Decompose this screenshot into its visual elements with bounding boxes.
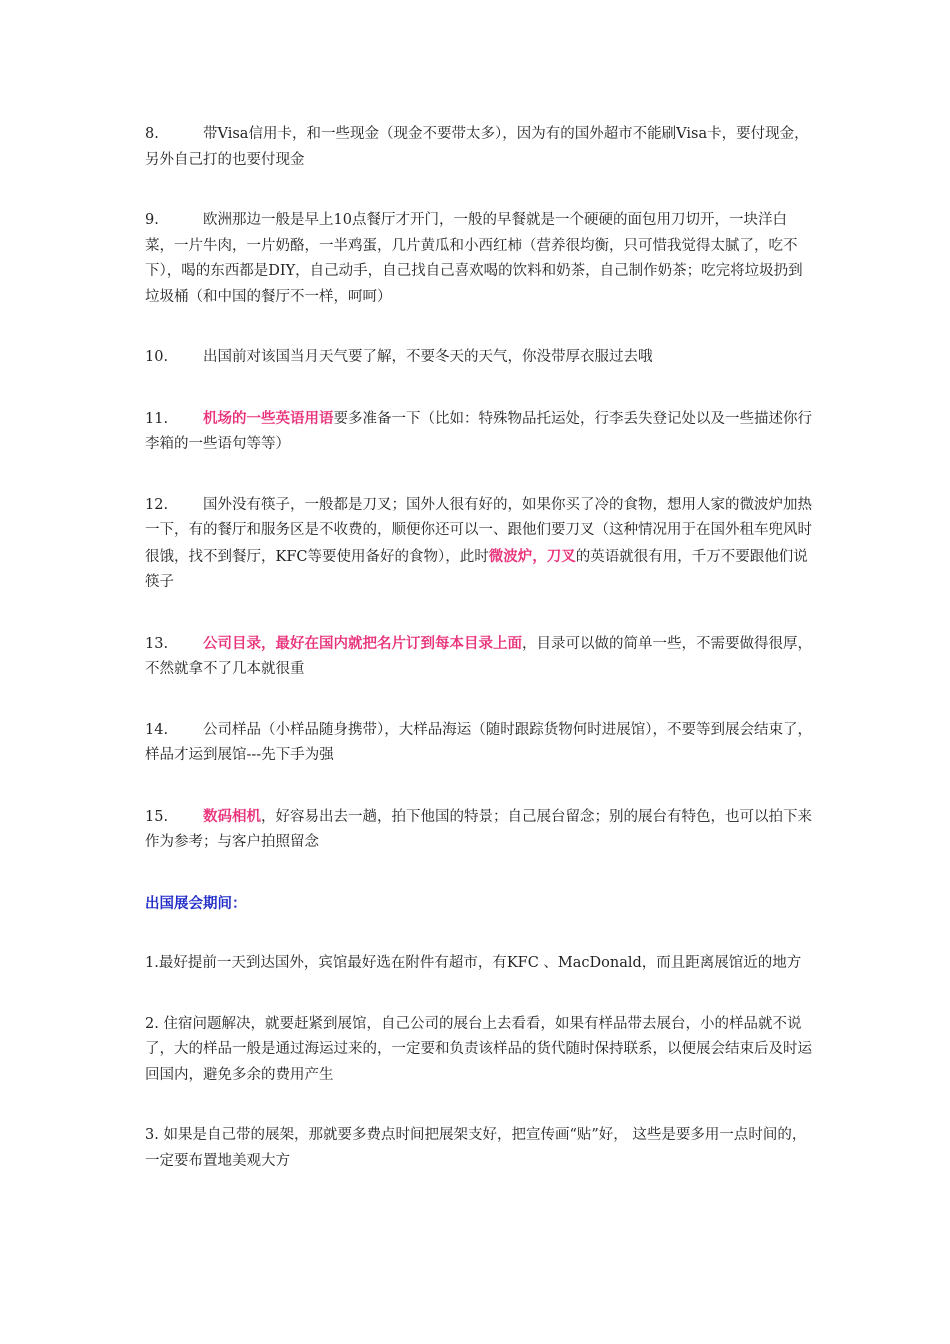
highlight-text: 公司目录，最好在国内就把名片订到每本目录上面 [203, 634, 522, 652]
item-text: 出国前对该国当月天气要了解，不要冬天的天气，你没带厚衣服过去哦 [203, 349, 653, 365]
item-text: ，好容易出去一趟，拍下他国的特景；自己展台留念；别的展台有特色，也可以拍下来作为参考；与客户拍照留念 [145, 808, 812, 850]
section-paragraph-1: 1.最好提前一天到达国外，宾馆最好选在附件有超市，有KFC 、MacDonald，而且距离展馆近的地方 [145, 955, 802, 971]
item-number: 12. [145, 496, 169, 513]
item-number: 9. [145, 212, 159, 228]
document-page [145, 122, 813, 1209]
list-item-11 [145, 406, 813, 458]
item-number: 14. [145, 721, 169, 738]
list-item-14 [145, 718, 813, 769]
list-item-8 [145, 122, 813, 173]
section-paragraph-3: 3. 如果是自己带的展架，那就要多费点时间把展架支好，把宣传画“贴”好， 这些是要多用一点时间的，一定要布置地美观大方 [145, 1127, 807, 1169]
list-item-15 [145, 804, 813, 856]
item-text: ，目录可以做的简单一些，不需要做得很厚，不然就拿不了几本就很重 [145, 635, 812, 677]
highlight-text: 数码相机 [203, 807, 261, 825]
highlight-text: 机场的一些英语用语 [203, 409, 334, 427]
section-paragraph-2: 2. 住宿问题解决，就要赶紧到展馆，自己公司的展台上去看看，如果有样品带去展台，小的样品就不说了，大的样品一般是通过海运过来的，一定要和负责该样品的货代随时保持联系，以便展会结束后及时运回国内，避免多余的费用产生 [145, 1015, 812, 1083]
highlight-text: 微波炉，刀叉 [488, 547, 576, 565]
item-number: 13. [145, 635, 169, 652]
item-text: 的英语就很有用，千万不要跟他们说筷子 [145, 548, 808, 590]
item-text: 国外没有筷子，一般都是刀叉；国外人很有好的，如果你买了冷的食物，想用人家的微波炉加热一下，有的餐厅和服务区是不收费的，顺便你还可以一、跟他们要刀叉（这种情况用于在国外租车兜风时很饿，找不到餐厅，KFC等要使用备好的食物），此时 [145, 496, 812, 565]
list-item-12 [145, 493, 813, 596]
item-text: 欧洲那边一般是早上10点餐厅才开门，一般的早餐就是一个硬硬的面包用刀切开，一块洋白菜，一片牛肉，一片奶酪，一半鸡蛋，几片黄瓜和小西红柿（营养很均衡，只可惜我觉得太腻了，吃不下），喝的东西都是DIY，自己动手，自己找自己喜欢喝的饮料和奶茶，自己制作奶茶；吃完将垃圾扔到垃圾桶（和中国的餐厅不一样，呵呵） [145, 212, 803, 305]
list-item-9 [145, 208, 813, 310]
list-item-10 [145, 345, 813, 371]
section-heading: 出国展会期间： [145, 894, 247, 912]
item-text: 带Visa信用卡，和一些现金（现金不要带太多），因为有的国外超市不能刷Visa卡，要付现金，另外自己打的也要付现金 [145, 126, 809, 168]
list-item-13 [145, 631, 813, 683]
item-text: 公司样品（小样品随身携带），大样品海运（随时跟踪货物何时进展馆），不要等到展会结束了，样品才运到展馆---先下手为强 [145, 721, 812, 763]
item-number: 15. [145, 808, 169, 825]
item-text: 要多准备一下（比如：特殊物品托运处，行李丢失登记处以及一些描述你行李箱的一些语句等等） [145, 410, 812, 452]
item-number: 10. [145, 349, 169, 365]
item-number: 11. [145, 410, 169, 427]
item-number: 8. [145, 126, 159, 142]
